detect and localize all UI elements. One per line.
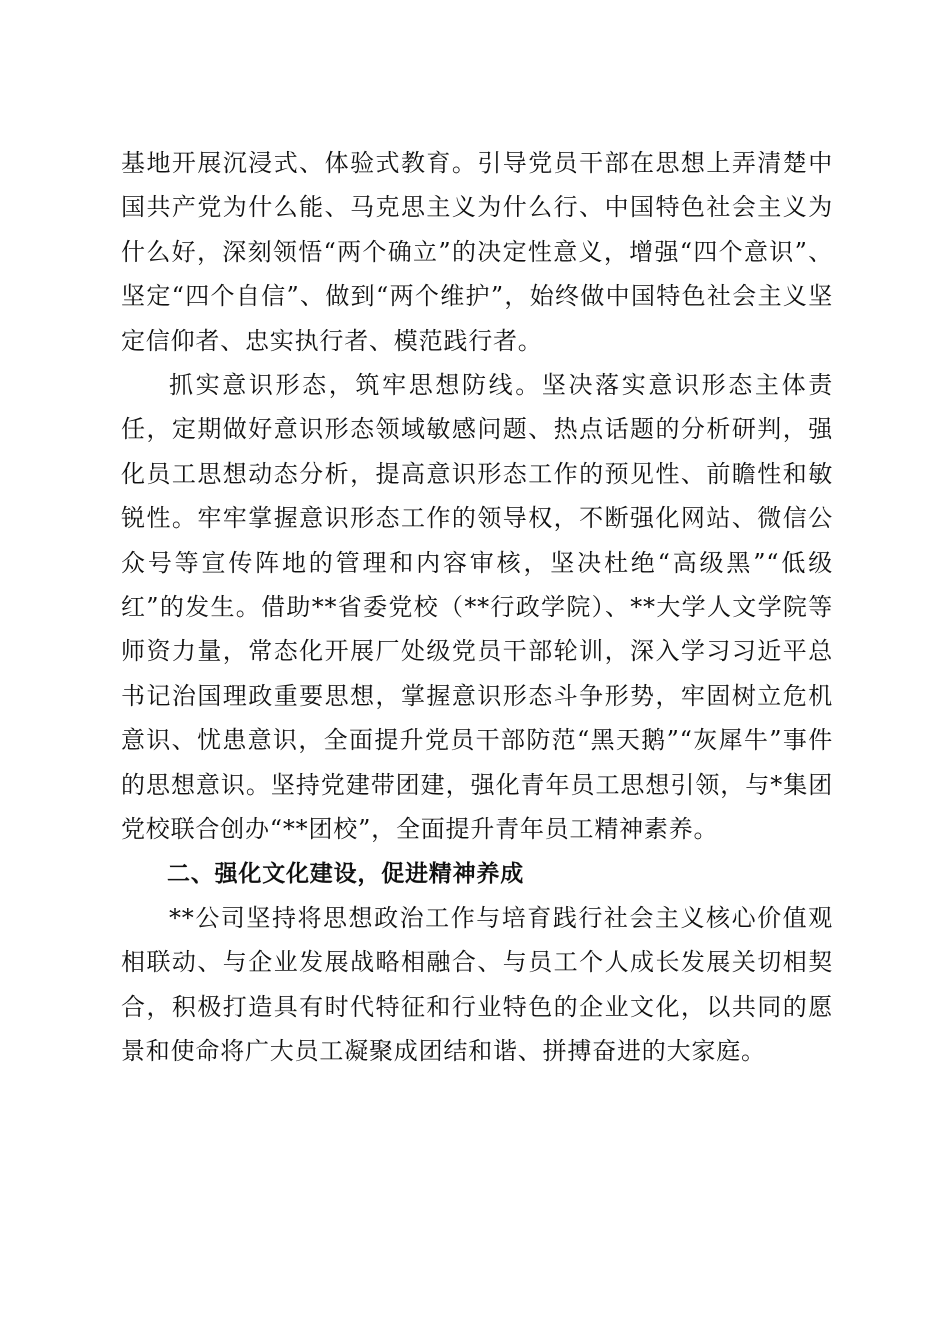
section-heading: 二、强化文化建设，促进精神养成 <box>167 860 524 887</box>
paragraph-ideology: 抓实意识形态，筑牢思想防线。坚决落实意识形态主体责任，定期做好意识形态领域敏感问题、热点话题的分析研判，强化员工思想动态分析，提高意识形态工作的预见性、前瞻性和敏锐性。牢牢掌握意识形态工作的领导权，不断强化网站、微信公众号等宣传阵地的管理和内容审核，坚决杜绝“高级黑”“低级红”的发生。借助**省委党校（**行政学院）、**大学人文学院等师资力量，常态化开展厂处级党员干部轮训，深入学习习近平总书记治国理政重要思想，掌握意识形态斗争形势，牢固树立危机意识、忧患意识，全面提升党员干部防范“黑天鹅”“灰犀牛”事件的思想意识。坚持党建带团建，强化青年员工思想引领，与*集团党校联合创办“**团校”，全面提升青年员工精神素养。 <box>121 371 833 844</box>
paragraph-continuation: 基地开展沉浸式、体验式教育。引导党员干部在思想上弄清楚中国共产党为什么能、马克思主义为什么行、中国特色社会主义为什么好，深刻领悟“两个确立”的决定性意义，增强“四个意识”、坚定“四个自信”、做到“两个维护”，始终做中国特色社会主义坚定信仰者、忠实执行者、模范践行者。 <box>121 149 833 355</box>
document-body <box>121 141 833 1074</box>
paragraph-culture: **公司坚持将思想政治工作与培育践行社会主义核心价值观相联动、与企业发展战略相融合、与员工个人成长发展关切相契合，积极打造具有时代特征和行业特色的企业文化，以共同的愿景和使命将广大员工凝聚成团结和谐、拼搏奋进的大家庭。 <box>121 903 833 1066</box>
